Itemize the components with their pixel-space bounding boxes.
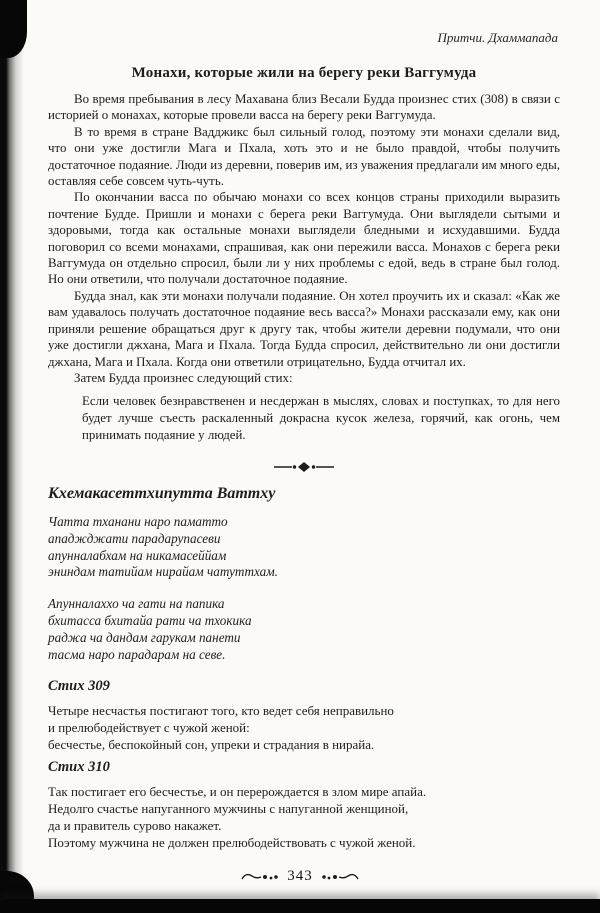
pali-line: Апунналаххо ча гати на папика [48, 596, 225, 612]
verse-310-text [48, 783, 560, 851]
pali-line: Чатта тханани наро паматто [48, 514, 228, 530]
scan-artifact-bottom-edge [0, 899, 600, 913]
pali-line: эниндам татийам нирайам чатуттхам. [48, 564, 278, 580]
story-paragraph: Будда знал, как эти монахи получали подаяние. Он хотел проучить их и сказал: «Как же вам удавалось получать достаточное подаяние весь васса?» Монахи рассказали ему, как они приняли решение обращаться друг к другу так, чтобы жители деревни подумали, что они уже достигли джхана, Мага и Пхала. Тогда Будда спросил, действительно ли они достигли джхана, Мага и Пхала. Когда они ответили отрицательно, Будда отчитал их. [48, 288, 560, 369]
pali-section-heading: Кхемакасеттхипутта Ваттху [48, 485, 276, 503]
verse-line: Недолго счастье напуганного мужчины с напуганной женщиной, [48, 801, 409, 817]
buddha-verse-quote: Если человек безнравственен и несдержан в мыслях, словах и поступках, то для него будет лучше съесть раскаленный докрасна кусок железа, горячий, как огонь, чем принимать подаяние у людей. [82, 394, 560, 442]
section-divider [48, 461, 560, 473]
page-footer [0, 868, 600, 885]
page-number: 343 [287, 868, 313, 884]
pali-stanza-1 [48, 514, 560, 581]
pali-line: апунналабхам на никамасеййам [48, 547, 227, 563]
footer-ornament-left-icon [240, 871, 280, 883]
divider-ornament-icon [272, 461, 336, 473]
verse-heading-310: Стих 310 [48, 759, 110, 776]
pali-line: раджа ча дандам гарукам панети [48, 629, 241, 645]
verse-line: бесчестье, беспокойный сон, упреки и страдания в нирайа. [48, 737, 375, 753]
story-paragraph: По окончании васса по обычаю монахи со всех концов страны приходили выразить почтение Будде. Пришли и монахи с берега реки Ваггумуда. Они выглядели сытыми и здоровыми, тогда как остальные монахи выглядели бледными и исхудавшими. Будда поговорил со всеми монахами, спрашивая, как они пережили васса. Монахов с берега реки Ваггумуда он отдельно спросил, были ли у них проблемы с едой, ведь в стране был голод. Но они ответили, что получали достаточное подаяние. [48, 190, 560, 287]
footer-ornament-right-icon [320, 871, 360, 883]
verse-heading-309: Стих 309 [48, 678, 110, 695]
pali-stanza-2 [48, 596, 560, 663]
story-paragraph: В то время в стране Вадджикс был сильный голод, поэтому эти монахи сделали вид, что они уже достигли Мага и Пхала, хоть это и не было правдой, чтобы получить достаточное подаяние. Люди из деревни, поверив им, из уважения предлагали им много еды, оставляя себе совсем чуть-чуть. [48, 124, 560, 189]
verse-line: Так постигает его бесчестье, и он перерождается в злом мире апайа. [48, 784, 427, 800]
story-paragraph: Затем Будда произнес следующий стих: [74, 370, 293, 385]
verse-line: Четыре несчастья постигают того, кто ведет себя неправильно [48, 703, 394, 719]
story-paragraph: Во время пребывания в лесу Махавана близ Весали Будда произнес стих (308) в связи с историей о монахах, которые провели васса на берегу реки Ваггумуда. [48, 92, 560, 123]
verse-line: и прелюбодействует с чужой женой: [48, 720, 250, 736]
pali-line: бхитасса бхитайа рати ча тхокика [48, 613, 252, 629]
verse-line: Поэтому мужчина не должен прелюбодействовать с чужой женой. [48, 835, 416, 851]
running-header: Притчи. Дхаммапада [437, 30, 558, 45]
verse-line: да и правитель сурово накажет. [48, 818, 222, 834]
chapter-title: Монахи, которые жили на берегу реки Ваггумуда [131, 65, 477, 81]
pali-line: тасма наро парадарам на севе. [48, 646, 226, 662]
pali-line: ападжджати парадарупасеви [48, 530, 221, 546]
verse-309-text [48, 702, 560, 753]
